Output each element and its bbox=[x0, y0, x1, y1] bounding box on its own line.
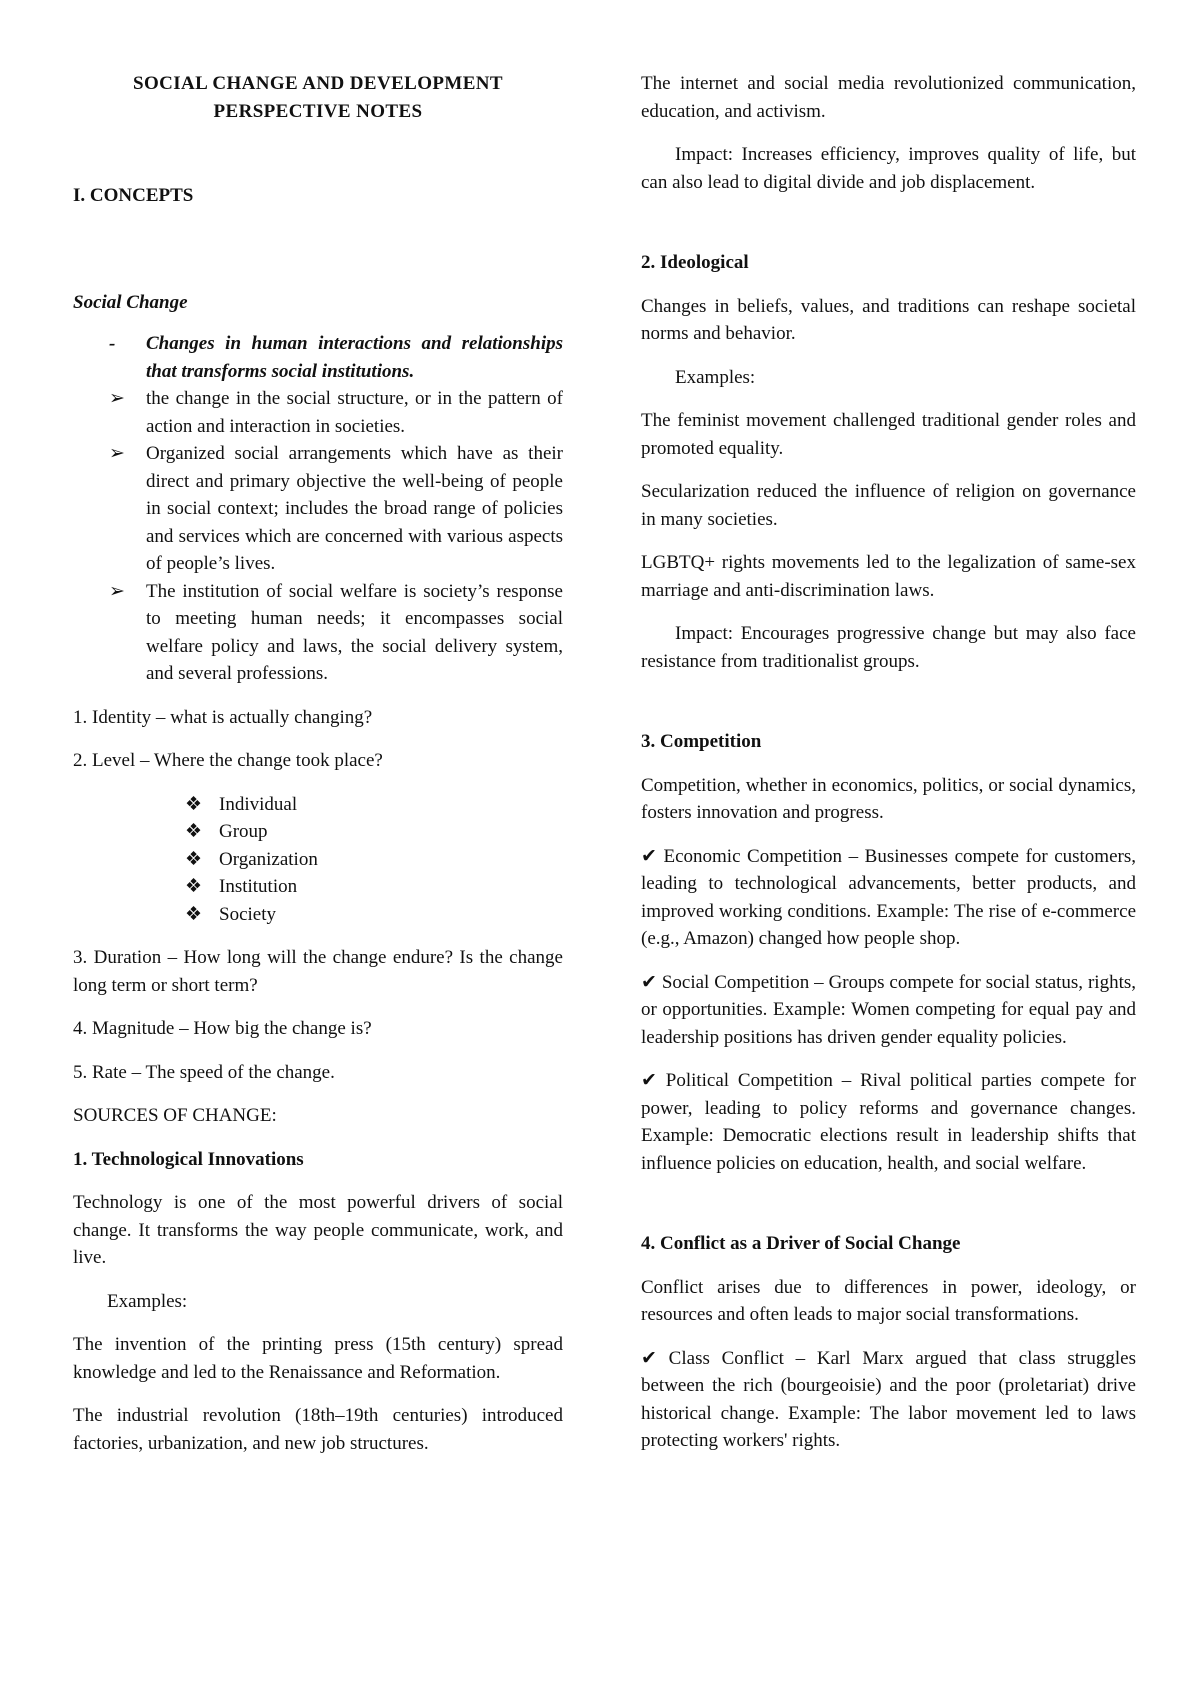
arrow-item bbox=[73, 385, 563, 440]
arrow-item-text: Organized social arrangements which have as their direct and primary objective the well-being of people in social context; includes the broad range of policies and services which are concerned with various aspects of people’s lives. bbox=[146, 443, 563, 574]
competition-political: ✔ Political Competition – Rival political parties compete for power, leading to policy reforms and governance changes. Example: Democratic elections result in leadership shifts that influence policies on education, health, and social welfare. bbox=[641, 1070, 1136, 1174]
identity-text: 1. Identity – what is actually changing? bbox=[73, 706, 373, 728]
competition-economic: ✔ Economic Competition – Businesses compete for customers, leading to technological advancements, better products, and improved working conditions. Example: The rise of e-commerce (e.g., Amazon) changed how people shop. bbox=[641, 845, 1136, 949]
tech-example-industrial: The industrial revolution (18th–19th centuries) introduced factories, urbanization, and new job structures. bbox=[73, 1405, 563, 1454]
level-item-text: Individual bbox=[219, 793, 298, 815]
conflict-class: ✔ Class Conflict – Karl Marx argued that class struggles between the rich (bourgeoisie) and the poor (proletariat) drive historical change. Example: The labor movement led to laws protecting workers' rights. bbox=[641, 1347, 1136, 1451]
document-title-line1: SOCIAL CHANGE AND DEVELOPMENT bbox=[132, 73, 503, 94]
left-column bbox=[73, 70, 563, 1473]
diamond-bullet-icon: ❖ bbox=[185, 903, 203, 925]
level-item bbox=[73, 873, 563, 901]
level-item-text: Group bbox=[219, 821, 268, 842]
level-item-text: Organization bbox=[219, 848, 318, 870]
competition-heading: 3. Competition bbox=[641, 731, 762, 752]
ideological-example-secularization: Secularization reduced the influence of religion on governance in many societies. bbox=[641, 481, 1136, 530]
rate-text: 5. Rate – The speed of the change. bbox=[73, 1061, 335, 1083]
social-change-heading: Social Change bbox=[73, 291, 188, 313]
arrow-bullet-icon: ➢ bbox=[109, 580, 125, 602]
diamond-bullet-icon: ❖ bbox=[185, 876, 203, 897]
diamond-bullet-icon: ❖ bbox=[185, 821, 203, 842]
competition-social: ✔ Social Competition – Groups compete for social status, rights, or opportunities. Example: Women competing for equal pay and leadership positions has driven gender equality policies. bbox=[641, 971, 1136, 1048]
arrow-bullet-icon: ➢ bbox=[109, 388, 125, 409]
ideological-example-feminist: The feminist movement challenged traditional gender roles and promoted equality. bbox=[641, 410, 1136, 459]
conflict-intro: Conflict arises due to differences in power, ideology, or resources and often leads to major social transformations. bbox=[641, 1276, 1136, 1325]
duration-text: 3. Duration – How long will the change endure? Is the change long term or short term? bbox=[73, 947, 563, 996]
tech-example-printing: The invention of the printing press (15th century) spread knowledge and led to the Renaissance and Reformation. bbox=[73, 1334, 563, 1383]
definition-item bbox=[73, 330, 563, 385]
diamond-bullet-icon: ❖ bbox=[185, 848, 203, 870]
level-item bbox=[73, 901, 563, 929]
ideological-intro: Changes in beliefs, values, and traditions can reshape societal norms and behavior. bbox=[641, 295, 1136, 344]
arrow-item-text: the change in the social structure, or in the pattern of action and interaction in societies. bbox=[146, 388, 563, 437]
level-item bbox=[73, 846, 563, 874]
ideological-examples-label: Examples: bbox=[675, 366, 756, 388]
level-item-text: Society bbox=[219, 903, 276, 925]
competition-intro: Competition, whether in economics, politics, or social dynamics, fosters innovation and progress. bbox=[641, 774, 1136, 823]
tech-heading: 1. Technological Innovations bbox=[73, 1148, 304, 1170]
ideological-example-lgbtq: LGBTQ+ rights movements led to the legalization of same-sex marriage and anti-discrimination laws. bbox=[641, 552, 1136, 601]
definition-list bbox=[73, 330, 563, 385]
section-concepts-heading: I. CONCEPTS bbox=[73, 185, 194, 206]
ideological-impact: Impact: Encourages progressive change but may also face resistance from traditionalist groups. bbox=[641, 623, 1136, 672]
arrow-bullet-icon: ➢ bbox=[109, 443, 125, 464]
level-item bbox=[73, 818, 563, 846]
tech-impact: Impact: Increases efficiency, improves quality of life, but can also lead to digital divide and job displacement. bbox=[641, 144, 1136, 193]
sources-heading: SOURCES OF CHANGE: bbox=[73, 1105, 277, 1126]
arrow-item bbox=[73, 440, 563, 578]
magnitude-text: 4. Magnitude – How big the change is? bbox=[73, 1018, 372, 1039]
document-title-line2: PERSPECTIVE NOTES bbox=[213, 101, 423, 122]
levels-list bbox=[73, 791, 563, 929]
tech-examples-label: Examples: bbox=[107, 1290, 188, 1312]
arrow-item bbox=[73, 578, 563, 688]
conflict-heading: 4. Conflict as a Driver of Social Change bbox=[641, 1233, 961, 1254]
tech-example-internet: The internet and social media revolutionized communication, education, and activism. bbox=[641, 73, 1136, 122]
ideological-heading: 2. Ideological bbox=[641, 252, 749, 273]
diamond-bullet-icon: ❖ bbox=[185, 793, 203, 815]
dash-bullet-icon: - bbox=[109, 333, 116, 354]
arrow-list bbox=[73, 385, 563, 688]
arrow-item-text: The institution of social welfare is society’s response to meeting human needs; it encompasses social welfare policy and laws, the social delivery system, and several professions. bbox=[146, 580, 563, 684]
right-column bbox=[641, 70, 1136, 1471]
level-text: 2. Level – Where the change took place? bbox=[73, 750, 383, 771]
level-item-text: Institution bbox=[219, 876, 298, 897]
definition-text: Changes in human interactions and relationships that transforms social institutions. bbox=[146, 333, 563, 382]
tech-intro: Technology is one of the most powerful drivers of social change. It transforms the way people communicate, work, and live. bbox=[73, 1192, 563, 1268]
level-item bbox=[73, 791, 563, 819]
